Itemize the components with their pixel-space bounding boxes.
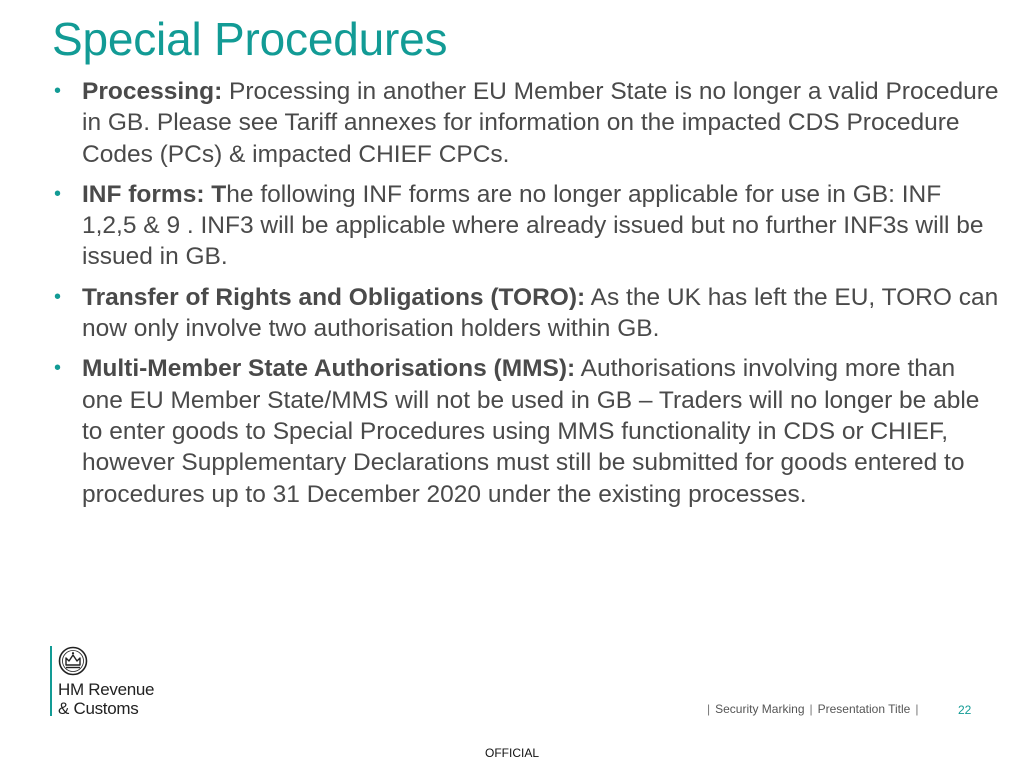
- bullet-dot-icon: •: [54, 80, 62, 102]
- bullet-dot-icon: •: [54, 182, 62, 205]
- security-marking: Security Marking: [715, 702, 805, 716]
- bullet-toro: [50, 282, 1000, 345]
- logo-accent-bar: [50, 646, 52, 716]
- logo-wordmark: [58, 680, 154, 718]
- slide-title: Special Procedures: [52, 13, 448, 65]
- hmrc-logo: [50, 646, 180, 716]
- presentation-title: Presentation Title: [817, 702, 911, 716]
- bullet-text: Authorisations involving more than one EU Member State/MMS will not be used in GB – Traders will no longer be able to enter goods to Special Procedures using MMS functionality in CDS or CHIEF, however Supplementary Declarations must still be submitted for goods entered to procedures up to 31 December 2020 under the existing processes.: [82, 355, 980, 508]
- bullet-lead: Multi-Member State Authorisations (MMS):: [82, 355, 576, 383]
- bullet-text: Processing in another EU Member State is no longer a valid Procedure in GB. Please see Tariff annexes for information on the impacted CDS Procedure Codes (PCs) & impacted CHIEF CPCs.: [82, 78, 999, 168]
- footer-separator: |: [809, 702, 813, 716]
- footer-separator: |: [915, 702, 919, 716]
- bullet-text: As the UK has left the EU, TORO can now only involve two authorisation holders within GB.: [82, 283, 999, 343]
- bullet-text: he following INF forms are no longer applicable for use in GB: INF 1,2,5 & 9 . INF3 will be applicable where already issued but no further INF3s will be issued in GB.: [82, 180, 984, 271]
- classification-label: OFFICIAL: [484, 746, 539, 760]
- bullet-processing: [50, 76, 1000, 170]
- bullet-dot-icon: •: [54, 285, 62, 308]
- bullet-mms: [50, 353, 1000, 509]
- logo-line-1: HM Revenue: [58, 680, 155, 699]
- bullet-lead: INF forms: T: [82, 180, 227, 208]
- footer-separator: |: [707, 702, 711, 716]
- crown-crest-icon: [58, 646, 88, 676]
- footer-meta: [702, 702, 923, 716]
- bullet-list: [50, 76, 1000, 519]
- bullet-lead: Transfer of Rights and Obligations (TORO):: [82, 283, 586, 311]
- page-number: 22: [958, 703, 972, 717]
- logo-line-2: & Customs: [58, 699, 139, 718]
- bullet-lead: Processing:: [82, 78, 223, 105]
- bullet-dot-icon: •: [54, 357, 62, 380]
- bullet-inf-forms: [50, 179, 1000, 273]
